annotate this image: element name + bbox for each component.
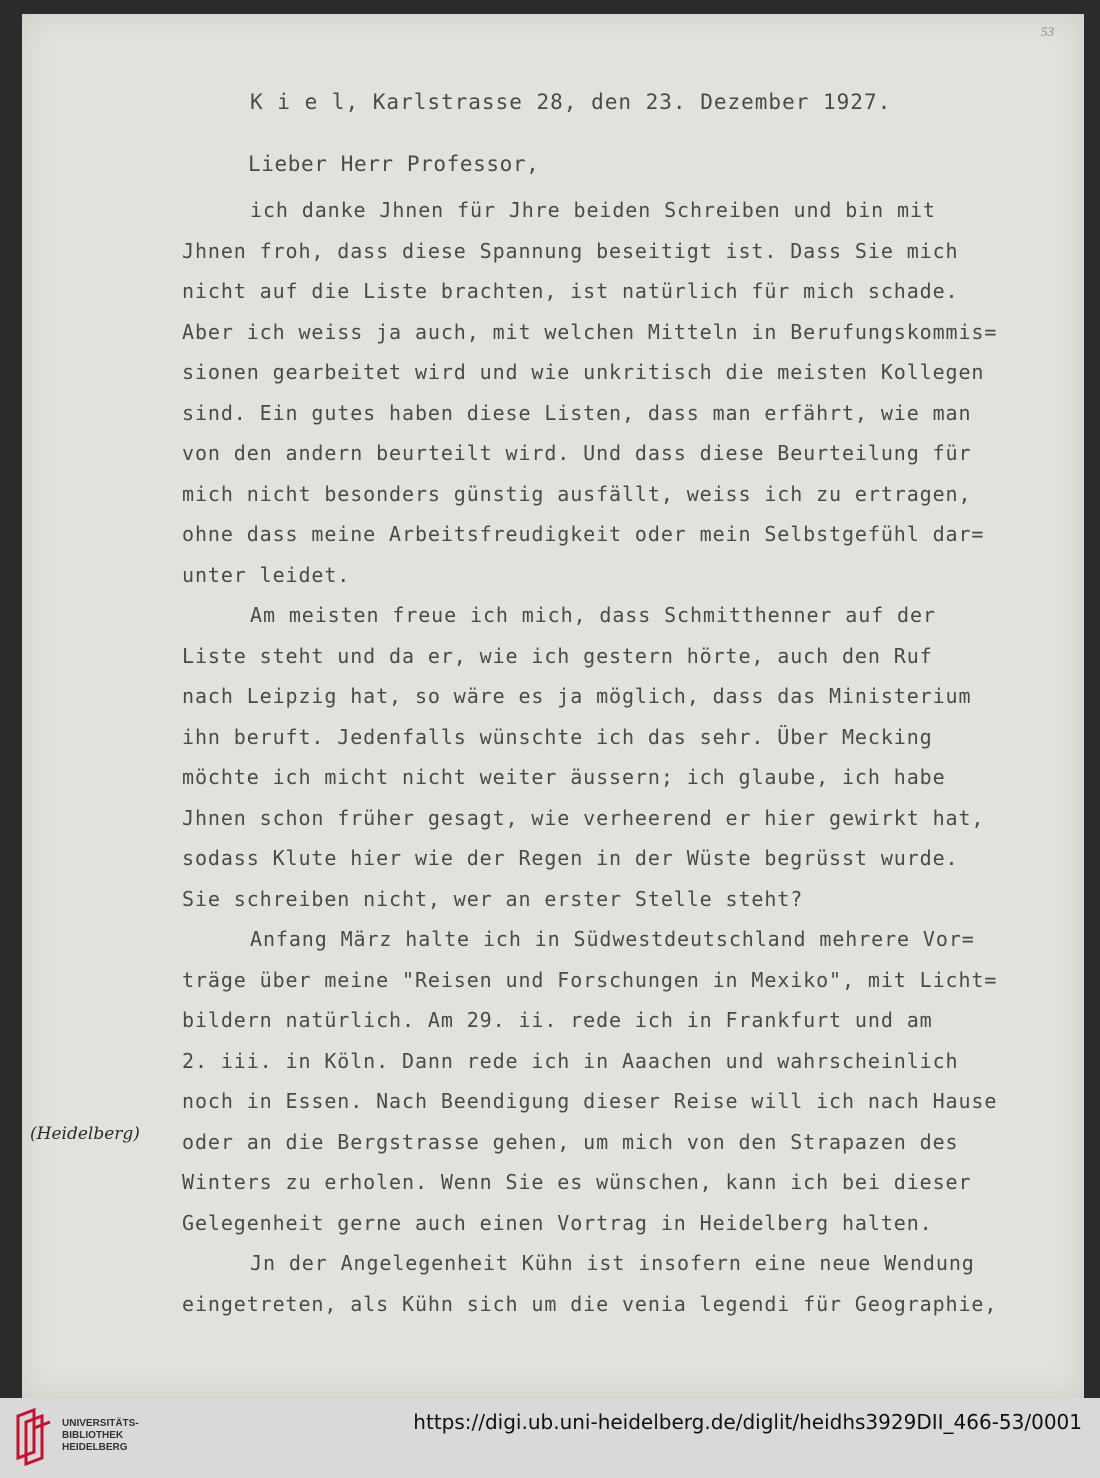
letter-line: oder an die Bergstrasse gehen, um mich von den Strapazen des — [182, 1130, 959, 1154]
letter-line: noch in Essen. Nach Beendigung dieser Reise will ich nach Hause — [182, 1089, 998, 1113]
letter-line: ihn beruft. Jedenfalls wünschte ich das sehr. Über Mecking — [182, 725, 933, 749]
letter-line: 2. iii. in Köln. Dann rede ich in Aaachen und wahrscheinlich — [182, 1049, 959, 1073]
page-number: 53 — [1041, 24, 1054, 39]
letter-date-header: K i e l, Karlstrasse 28, den 23. Dezember 1927. — [250, 90, 892, 114]
letter-line: Jn der Angelegenheit Kühn ist insofern eine neue Wendung — [250, 1251, 975, 1275]
letter-line: von den andern beurteilt wird. Und dass diese Beurteilung für — [182, 441, 972, 465]
letter-line: bildern natürlich. Am 29. ii. rede ich in Frankfurt und am — [182, 1008, 933, 1032]
library-name-line: HEIDELBERG — [62, 1442, 128, 1453]
letter-line: sind. Ein gutes haben diese Listen, dass man erfährt, wie man — [182, 401, 972, 425]
library-name — [62, 1418, 139, 1454]
letter-line: ich danke Jhnen für Jhre beiden Schreiben und bin mit — [250, 198, 936, 222]
library-name-line: BIBLIOTHEK — [62, 1430, 124, 1441]
library-logo-icon — [12, 1408, 54, 1468]
letter-line: mich nicht besonders günstig ausfällt, weiss ich zu ertragen, — [182, 482, 972, 506]
letter-line: Am meisten freue ich mich, dass Schmitthenner auf der — [250, 603, 936, 627]
letter-line: ohne dass meine Arbeitsfreudigkeit oder mein Selbstgefühl dar= — [182, 522, 985, 546]
letter-line: sionen gearbeitet wird und wie unkritisch die meisten Kollegen — [182, 360, 985, 384]
letter-line: Liste steht und da er, wie ich gestern hörte, auch den Ruf — [182, 644, 933, 668]
footer-bar — [0, 1398, 1100, 1478]
letter-line: Aber ich weiss ja auch, mit welchen Mitteln in Berufungskommis= — [182, 320, 998, 344]
letter-line: eingetreten, als Kühn sich um die venia legendi für Geographie, — [182, 1292, 998, 1316]
letter-line: nicht auf die Liste brachten, ist natürlich für mich schade. — [182, 279, 959, 303]
letter-line: Sie schreiben nicht, wer an erster Stelle steht? — [182, 887, 804, 911]
letter-line: Gelegenheit gerne auch einen Vortrag in Heidelberg halten. — [182, 1211, 933, 1235]
letter-line: Jhnen schon früher gesagt, wie verheerend er hier gewirkt hat, — [182, 806, 985, 830]
letter-line: sodass Klute hier wie der Regen in der Wüste begrüsst wurde. — [182, 846, 959, 870]
letter-line: Winters zu erholen. Wenn Sie es wünschen, kann ich bei dieser — [182, 1170, 972, 1194]
letter-page — [22, 14, 1084, 1398]
letter-line: träge über meine "Reisen und Forschungen in Mexiko", mit Licht= — [182, 968, 998, 992]
letter-line: Anfang März halte ich in Südwestdeutschland mehrere Vor= — [250, 927, 975, 951]
letter-body — [22, 14, 1084, 1398]
handwritten-margin-note: (Heidelberg) — [30, 1124, 140, 1144]
letter-line: Jhnen froh, dass diese Spannung beseitigt ist. Dass Sie mich — [182, 239, 959, 263]
library-name-line: UNIVERSITÄTS- — [62, 1418, 139, 1429]
letter-line: möchte ich micht nicht weiter äussern; ich glaube, ich habe — [182, 765, 946, 789]
salutation: Lieber Herr Professor, — [248, 152, 540, 176]
document-url-link[interactable]: https://digi.ub.uni-heidelberg.de/diglit/heidhs3929DII_466-53/0001 — [413, 1410, 1082, 1434]
letter-line: unter leidet. — [182, 563, 351, 587]
letter-line: nach Leipzig hat, so wäre es ja möglich, dass das Ministerium — [182, 684, 972, 708]
